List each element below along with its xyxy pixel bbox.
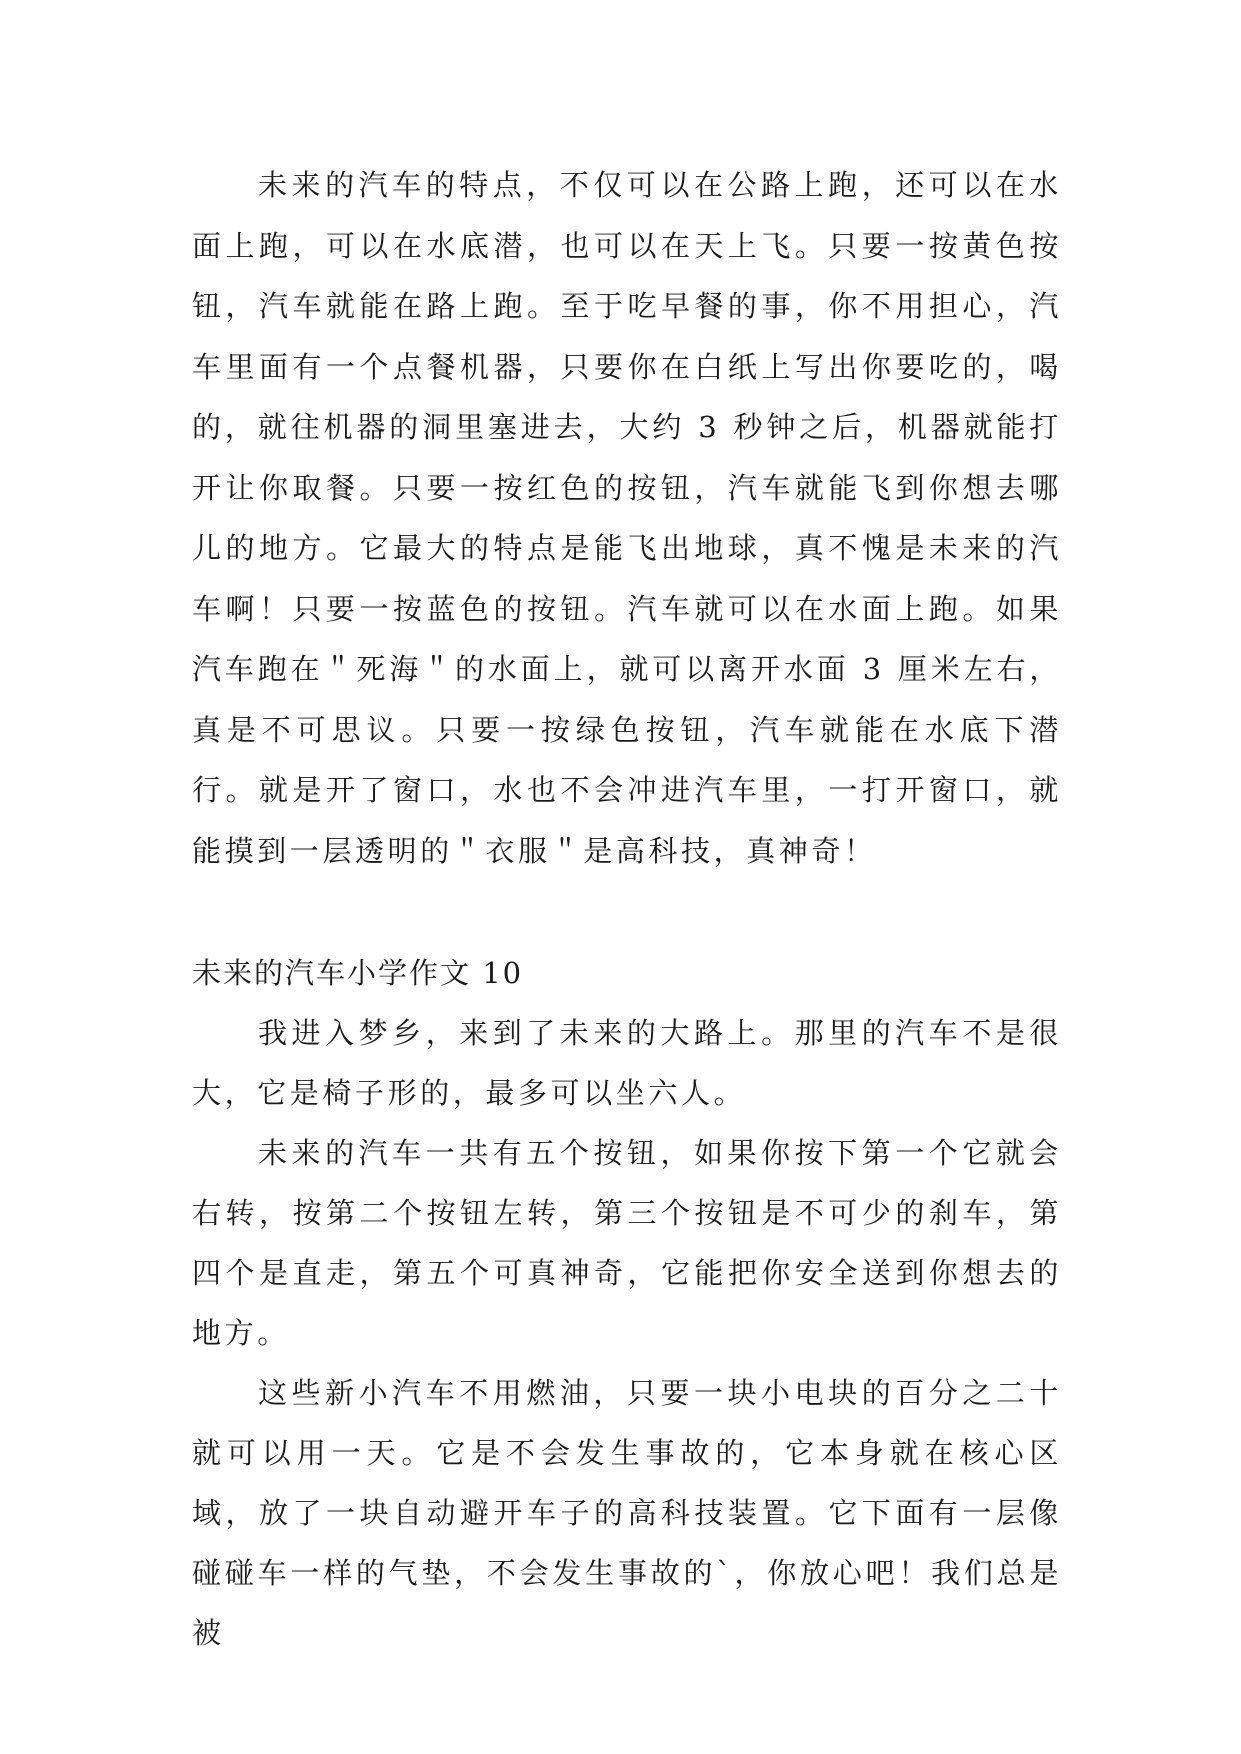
paragraph: 未来的汽车一共有五个按钮，如果你按下第一个它就会右转，按第二个按钮左转，第三个按钮是不可少的刹车，第四个是直走，第五个可真神奇，它能把你安全送到你想去的地方。 (192, 1136, 1062, 1350)
essay-block-9-ending (192, 155, 1062, 881)
paragraph: 未来的汽车的特点，不仅可以在公路上跑，还可以在水面上跑，可以在水底潜，也可以在天上飞。只要一按黄色按钮，汽车就能在路上跑。至于吃早餐的事，你不用担心，汽车里面有一个点餐机器，只要你在白纸上写出你要吃的，喝的，就往机器的洞里塞进去，大约 3 秒钟之后，机器就能打开让你取餐。只要一按红色的按钮，汽车就能飞到你想去哪儿的地方。它最大的特点是能飞出地球，真不愧是未来的汽车啊！只要一按蓝色的按钮。汽车就可以在水面上跑。如果汽车跑在＂死海＂的水面上，就可以离开水面 3 厘米左右，真是不可思议。只要一按绿色按钮，汽车就能在水底下潜行。就是开了窗口，水也不会冲进汽车里，一打开窗口，就能摸到一层透明的＂衣服＂是高科技，真神奇！ (192, 168, 1062, 868)
section-title: 未来的汽车小学作文 10 (192, 956, 524, 990)
paragraph: 我进入梦乡，来到了未来的大路上。那里的汽车不是很大，它是椅子形的，最多可以坐六人。 (192, 1016, 1062, 1110)
paragraph: 这些新小汽车不用燃油，只要一块小电块的百分之二十就可以用一天。它是不会发生事故的，它本身就在核心区域，放了一块自动避开车子的高科技装置。它下面有一层像碰碰车一样的气垫，不会发生事故的`，你放心吧！我们总是被 (192, 1376, 1062, 1650)
section-gap (192, 881, 1062, 943)
document-body (192, 155, 1062, 1663)
